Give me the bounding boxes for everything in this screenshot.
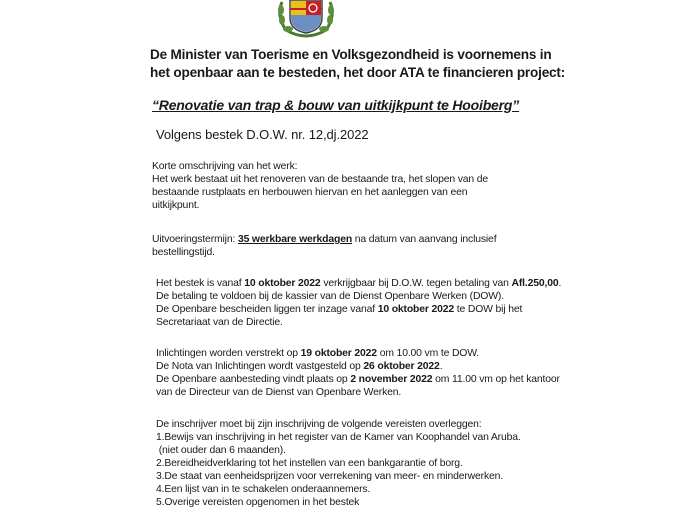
requirement-item: (niet ouder dan 6 maanden).: [156, 445, 286, 456]
information-section: [152, 347, 560, 399]
execution-term: [152, 233, 496, 259]
nota-text-a: De Nota van Inlichtingen wordt vastgesteld op: [156, 361, 364, 372]
availability-section: [152, 277, 561, 329]
execution-line-1: [152, 233, 496, 246]
inspection-text-b: te DOW bij het: [454, 304, 523, 315]
requirements-section: [152, 418, 521, 509]
announcement-heading: [150, 46, 610, 82]
description-line-3: uitkijkpunt.: [152, 200, 200, 211]
requirement-item: 1.Bewijs van inschrijving in het register van de Kamer van Koophandel van Aruba.: [156, 432, 521, 443]
info-text-b: om 10.00 vm te DOW.: [376, 348, 480, 359]
availability-line-2: De betaling te voldoen bij de kassier van de Dienst Openbare Werken (DOW).: [156, 291, 504, 302]
inspection-text-a: De Openbare bescheiden liggen ter inzage vanaf: [156, 304, 378, 315]
availability-text-c: .: [558, 278, 562, 289]
info-line-3: [156, 373, 560, 386]
tender-text-a: De Openbare aanbesteding vindt plaats op: [156, 374, 351, 385]
availability-line-4: Secretariaat van de Directie.: [156, 317, 283, 328]
execution-prefix: Uitvoeringstermijn:: [152, 234, 238, 245]
availability-text-a: Het bestek is vanaf: [156, 278, 245, 289]
info-line-1: [156, 347, 560, 360]
description-line-1: Het werk bestaat uit het renoveren van de bestaande tra, het slopen van de: [152, 174, 489, 185]
availability-line-1: [156, 277, 561, 290]
info-date: 19 oktober 2022: [300, 348, 377, 359]
info-text-a: Inlichtingen worden verstrekt op: [156, 348, 301, 359]
project-title: “Renovatie van trap & bouw van uitkijkpunt te Hooiberg”: [152, 97, 520, 113]
requirements-intro: De inschrijver moet bij zijn inschrijving de volgende vereisten overleggen:: [156, 419, 482, 430]
requirement-item: 2.Bereidheidverklaring tot het instellen van een bankgarantie of borg.: [156, 458, 463, 469]
nota-text-b: .: [439, 361, 443, 372]
requirement-item: 4.Een lijst van in te schakelen onderaannemers.: [156, 484, 371, 495]
heading-line-1: De Minister van Toerisme en Volksgezondheid is voornemens in: [150, 47, 552, 62]
work-description: [152, 160, 488, 212]
description-line-2: bestaande rustplaats en herbouwen hiervan en het aanleggen van een: [152, 187, 468, 198]
tender-date: 2 november 2022: [350, 374, 433, 385]
availability-line-3: [156, 303, 561, 316]
tender-text-b: om 11.00 vm op het kantoor: [432, 374, 560, 385]
coat-of-arms-icon: [272, 0, 340, 38]
execution-suffix: na datum van aanvang inclusief: [352, 234, 497, 245]
info-line-4: van de Directeur van de Dienst van Openbare Werken.: [156, 387, 402, 398]
inspection-date: 10 oktober 2022: [377, 304, 455, 315]
price-value: Afl.250,00: [511, 278, 559, 289]
info-line-2: [156, 360, 560, 373]
nota-date: 26 oktober 2022: [363, 361, 440, 372]
description-label: Korte omschrijving van het werk:: [152, 161, 298, 172]
requirement-item: 3.De staat van eenheidsprijzen voor verrekening van meer- en minderwerken.: [156, 471, 503, 482]
availability-date: 10 oktober 2022: [244, 278, 321, 289]
bestek-reference: Volgens bestek D.O.W. nr. 12,dj.2022: [156, 127, 369, 142]
availability-text-b: verkrijgbaar bij D.O.W. tegen betaling van: [320, 278, 512, 289]
execution-line-2: bestellingstijd.: [152, 247, 215, 258]
heading-line-2: het openbaar aan te besteden, het door ATA te financieren project:: [150, 65, 566, 80]
execution-term-value: 35 werkbare werkdagen: [237, 234, 353, 245]
requirement-item: 5.Overige vereisten opgenomen in het bestek: [156, 497, 360, 508]
